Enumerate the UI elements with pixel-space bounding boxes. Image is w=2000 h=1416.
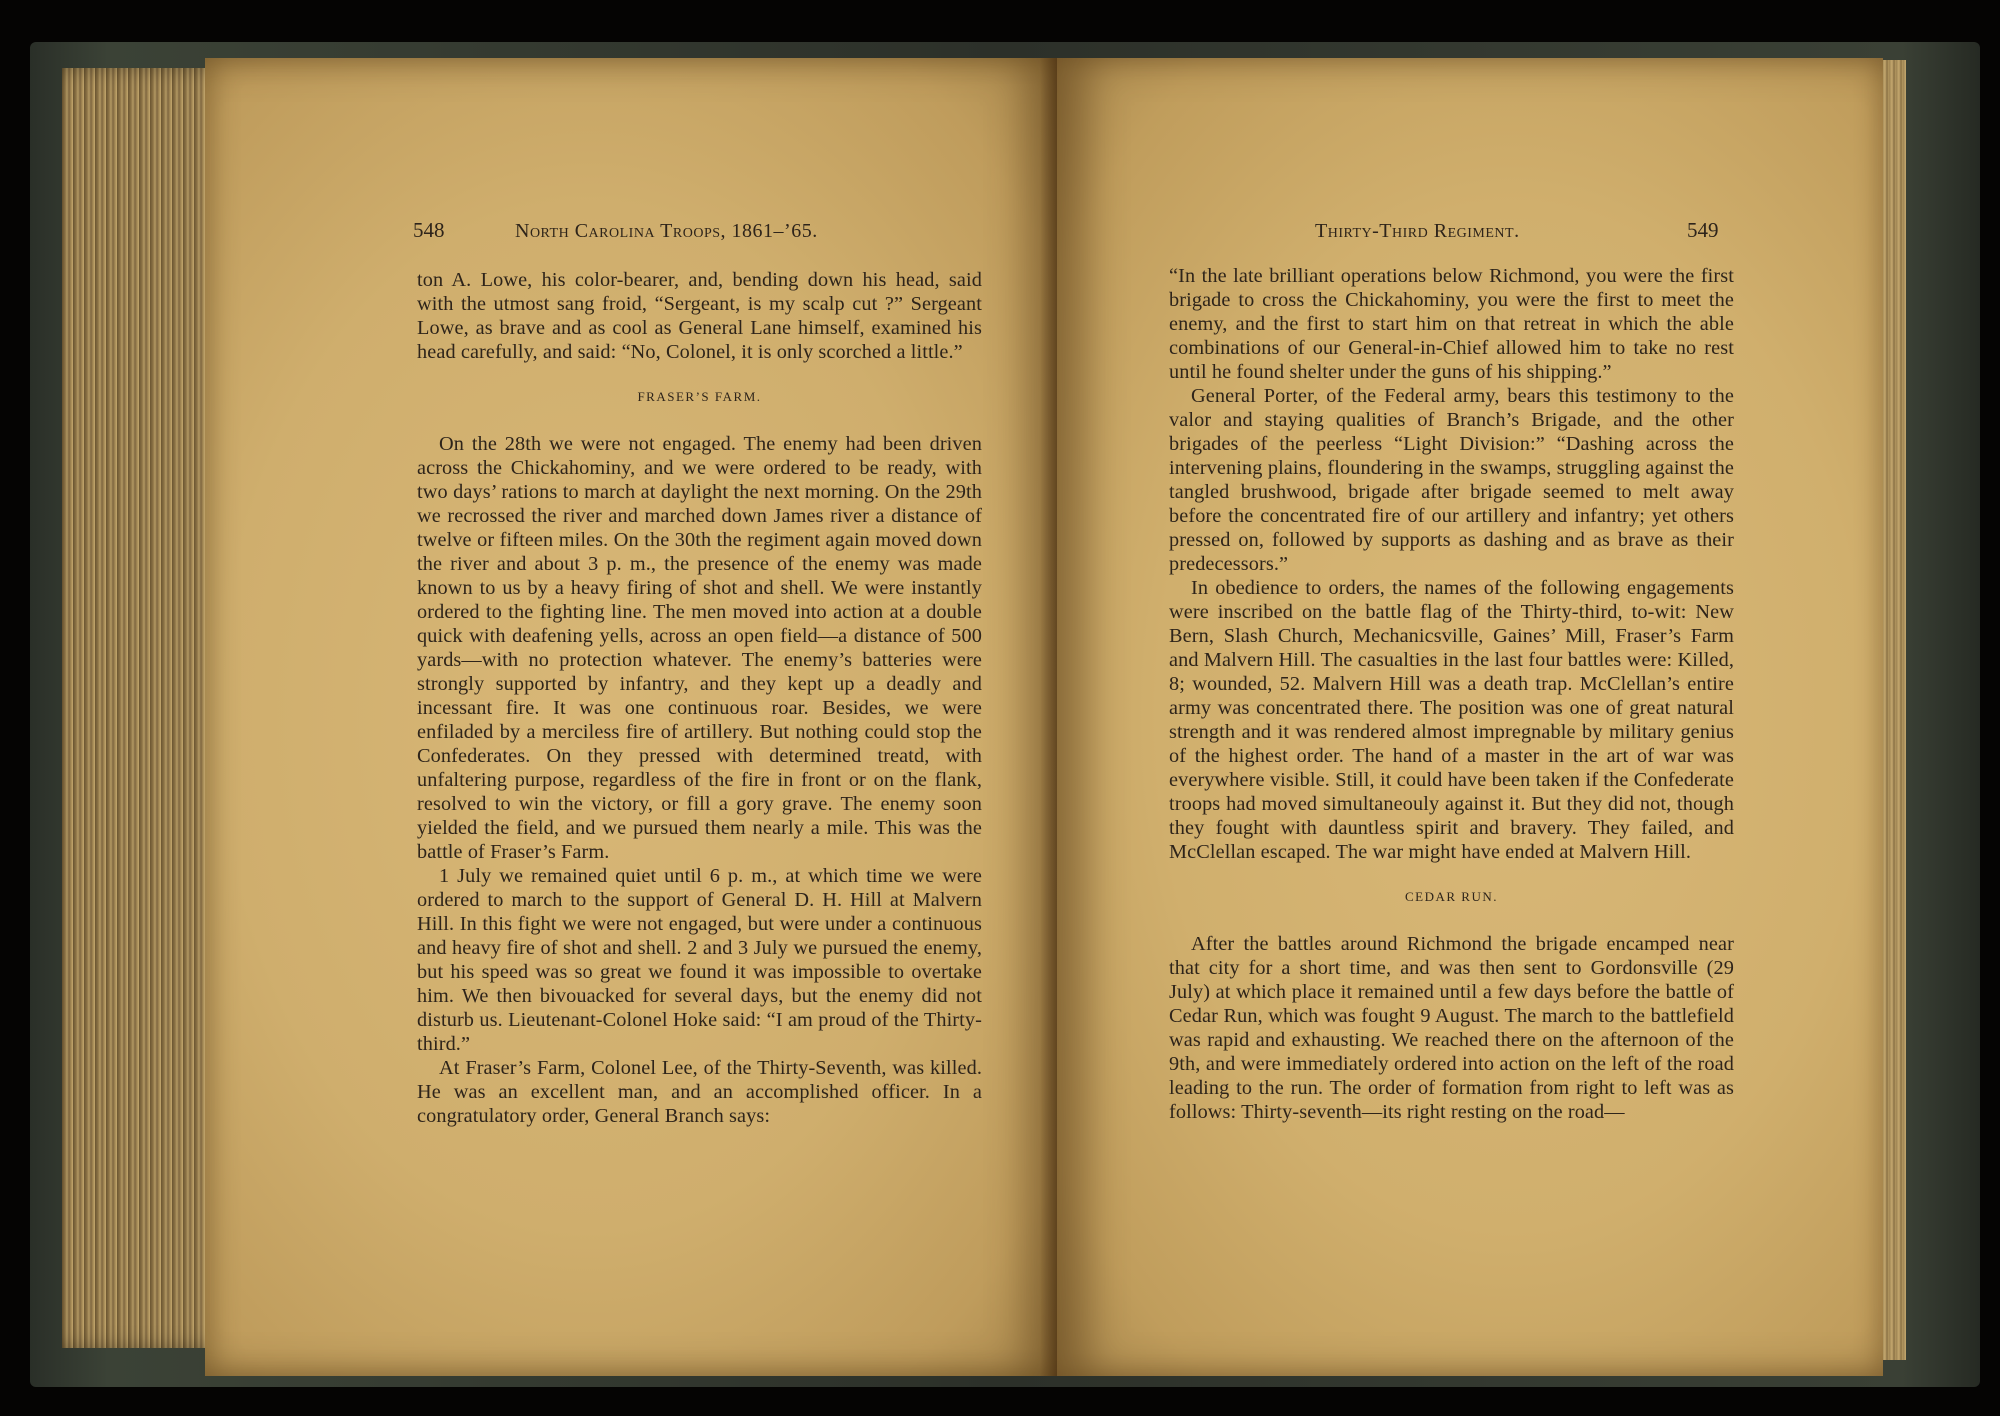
paragraph: 1 July we remained quiet until 6 p. m., at which time we were ordered to march to the support of General D. H. Hill at Malvern Hill. In this fight we were not engaged, but were under a continuous and heavy fire of shot and shell. 2 and 3 July we pursued the enemy, but his speed was so great we found it was impossible to overtake him. We then bivouacked for several days, but the enemy did not disturb us. Lieutenant-Colonel Hoke said: “I am proud of the Thirty-third.”	[417, 865, 982, 1055]
right-body	[1169, 264, 1734, 1124]
paragraph: On the 28th we were not engaged. The enemy had been driven across the Chickahominy, and we were ordered to be ready, with two days’ rations to march at daylight the next morning. On the 29th we recrossed the river and marched down James river a distance of twelve or fifteen miles. On the 30th the regiment again moved down the river and about 3 p. m., the presence of the enemy was made known to us by a heavy firing of shot and shell. We were instantly ordered to the fighting line. The men moved into action at a double quick with deafening yells, across an open field—a distance of 500 yards—with no protection whatever. The enemy’s batteries were strongly supported by infantry, and they kept up a deadly and incessant fire. It was one continuous roar. Besides, we were enfiladed by a merciless fire of artillery. But nothing could stop the Confederates. On they pressed with determined treatd, with unfaltering purpose, regardless of the fire in front or on the flank, resolved to win the victory, or fill a gory grave. The enemy soon yielded the field, and we pursued them nearly a mile. This was the battle of Fraser’s Farm.	[417, 433, 982, 863]
running-head: Thirty-Third Regiment.	[1315, 220, 1520, 242]
left-body	[417, 268, 982, 1128]
running-head: North Carolina Troops, 1861–’65.	[515, 220, 818, 242]
paragraph: General Porter, of the Federal army, bears this testimony to the valor and staying qualities of Branch’s Brigade, and the other brigades of the peerless “Light Division:” “Dashing across the intervening plains, floundering in the swamps, struggling against the tangled brushwood, brigade after brigade seemed to melt away before the concentrated fire of our artillery and infantry; yet others pressed on, followed by supports as dashing and as brave as their predecessors.”	[1169, 385, 1734, 575]
page-number: 548	[413, 218, 445, 242]
paragraph: After the battles around Richmond the brigade encamped near that city for a short time, and was then sent to Gordonsville (29 July) at which place it remained until a few days before the battle of Cedar Run, which was fought 9 August. The march to the battlefield was rapid and exhausting. We reached there on the afternoon of the 9th, and were immediately ordered into action on the left of the road leading to the run. The order of formation from right to left was as follows: Thirty-seventh—its right resting on the road—	[1169, 933, 1734, 1123]
paragraph: “In the late brilliant operations below Richmond, you were the first brigade to cross the Chickahominy, you were the first to meet the enemy, and the first to start him on that retreat in which the able combinations of our General-in-Chief allowed him to take no rest until he found shelter under the guns of his shipping.”	[1169, 265, 1734, 383]
right-page	[1057, 58, 1883, 1376]
paragraph: ton A. Lowe, his color-bearer, and, bending down his head, said with the utmost sang froid, “Sergeant, is my scalp cut ?” Sergeant Lowe, as brave and as cool as General Lane himself, examined his head carefully, and said: “No, Colonel, it is only scorched a little.”	[417, 269, 982, 363]
paragraph: At Fraser’s Farm, Colonel Lee, of the Thirty-Seventh, was killed. He was an excellent man, and an accomplished officer. In a congratulatory order, General Branch says:	[417, 1057, 982, 1127]
section-heading: FRASER’S FARM.	[637, 389, 762, 404]
page-number: 549	[1687, 218, 1719, 242]
paragraph: In obedience to orders, the names of the following engagements were inscribed on the battle flag of the Thirty-third, to-wit: New Bern, Slash Church, Mechanicsville, Gaines’ Mill, Fraser’s Farm and Malvern Hill. The casualties in the last four battles were: Killed, 8; wounded, 52. Malvern Hill was a death trap. McClellan’s entire army was concentrated there. The position was one of great natural strength and it was rendered almost impregnable by military genius of the highest order. The hand of a master in the art of war was everywhere visible. Still, it could have been taken if the Confederate troops had moved simultaneouly against it. But they did not, though they fought with dauntless spirit and bravery. They failed, and McClellan escaped. The war might have ended at Malvern Hill.	[1169, 577, 1734, 863]
section-heading: CEDAR RUN.	[1404, 889, 1498, 904]
left-page	[205, 58, 1057, 1376]
